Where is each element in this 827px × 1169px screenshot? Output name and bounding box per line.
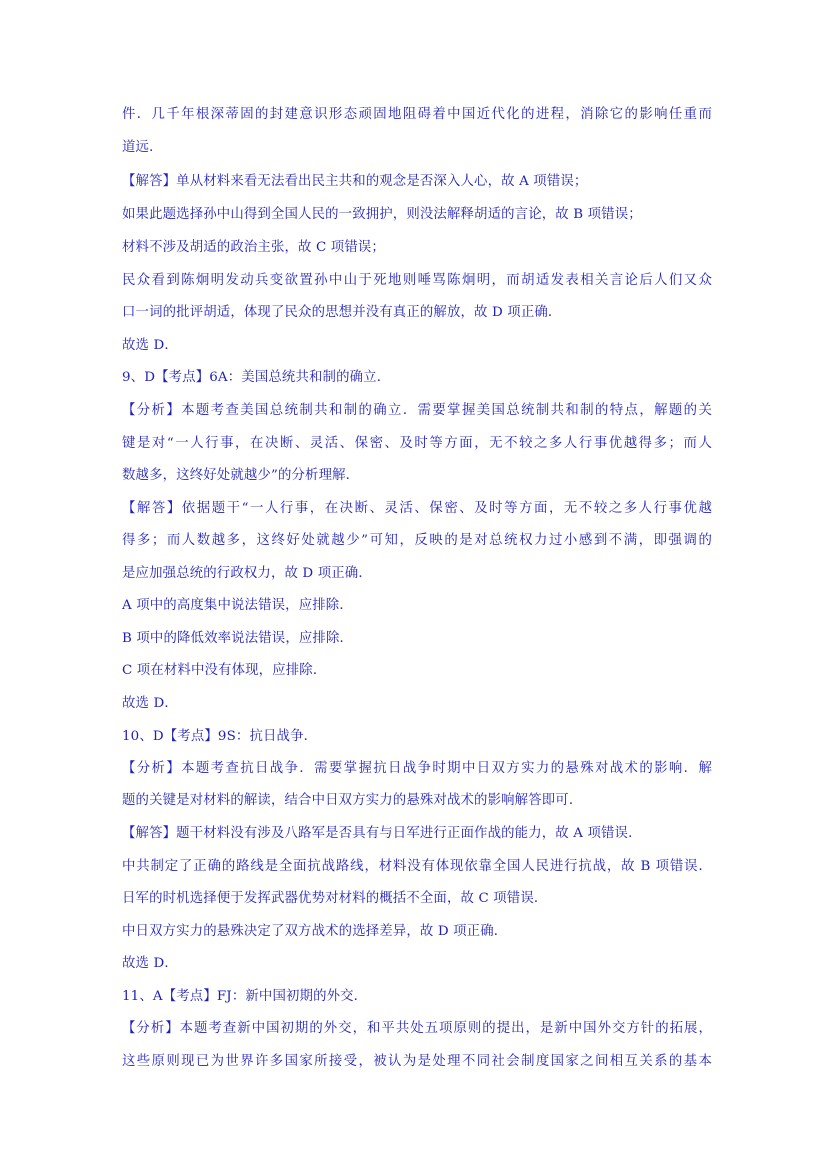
text-line-1: 件．几千年根深蒂固的封建意识形态顽固地阻碍着中国近代化的进程，消除它的影响任重而	[122, 107, 712, 122]
text-line-27: 故选 D．	[122, 956, 178, 971]
text-line-23: 【解答】题干材料没有涉及八路军是否具有与日军进行正面作战的能力，故 A 项错误．	[122, 826, 642, 841]
text-line-3: 【解答】单从材料来看无法看出民主共和的观念是否深入人心，故 A 项错误；	[122, 174, 588, 189]
text-line-14: 得多；而人数越多，这终好处就越少”可知，反映的是对总统权力过小感到不满，即强调的	[122, 533, 712, 548]
text-line-20: 10、D【考点】9S：抗日战争．	[122, 729, 318, 744]
text-line-5: 材料不涉及胡适的政治主张，故 C 项错误；	[122, 240, 385, 255]
text-line-24: 中共制定了正确的路线是全面抗战路线，材料没有体现依靠全国人民进行抗战，故 B 项错误．	[122, 859, 712, 874]
text-line-26: 中日双方实力的悬殊决定了双方战术的选择差异，故 D 项正确．	[122, 924, 508, 939]
text-line-12: 数越多，这终好处就越少”的分析理解．	[122, 468, 360, 483]
text-line-4: 如果此题选择孙中山得到全国人民的一致拥护，则没法解释胡适的言论，故 B 项错误；	[122, 207, 642, 222]
text-line-30: 这些原则现已为世界许多国家所接受，被认为是处理不同社会制度国家之间相互关系的基本	[122, 1054, 712, 1069]
text-line-28: 11、A【考点】FJ：新中国初期的外交．	[122, 989, 368, 1004]
text-line-9: 9、D【考点】6A：美国总统共和制的确立．	[122, 370, 391, 385]
text-line-18: C 项在材料中没有体现，应排除．	[122, 663, 327, 678]
text-line-19: 故选 D．	[122, 696, 178, 711]
text-line-21: 【分析】本题考查抗日战争．需要掌握抗日战争时期中日双方实力的悬殊对战术的影响．解	[122, 761, 712, 776]
text-line-16: A 项中的高度集中说法错误，应排除．	[122, 598, 353, 613]
text-line-8: 故选 D．	[122, 338, 178, 353]
text-line-11: 键是对“一人行事，在决断、灵活、保密、及时等方面，无不较之多人行事优越得多；而人	[122, 436, 712, 451]
text-line-10: 【分析】本题考查美国总统制共和制的确立．需要掌握美国总统制共和制的特点，解题的关	[122, 403, 712, 418]
text-line-25: 日军的时机选择便于发挥武器优势对材料的概括不全面，故 C 项错误．	[122, 891, 548, 906]
text-line-13: 【解答】依据题干“一人行事，在决断、灵活、保密、及时等方面，无不较之多人行事优越	[122, 501, 712, 516]
text-line-29: 【分析】本题考查新中国初期的外交，和平共处五项原则的提出，是新中国外交方针的拓展，	[122, 1021, 712, 1036]
text-line-15: 是应加强总统的行政权力，故 D 项正确．	[122, 566, 372, 581]
text-line-17: B 项中的降低效率说法错误，应排除．	[122, 631, 354, 646]
text-line-6: 民众看到陈炯明发动兵变欲置孙中山于死地则唾骂陈炯明，而胡适发表相关言论后人们又众	[122, 273, 712, 288]
text-line-22: 题的关键是对材料的解读，结合中日双方实力的悬殊对战术的影响解答即可．	[122, 793, 583, 808]
text-line-2: 道远．	[122, 140, 163, 155]
text-line-7: 口一词的批评胡适，体现了民众的思想并没有真正的解放，故 D 项正确．	[122, 305, 562, 320]
